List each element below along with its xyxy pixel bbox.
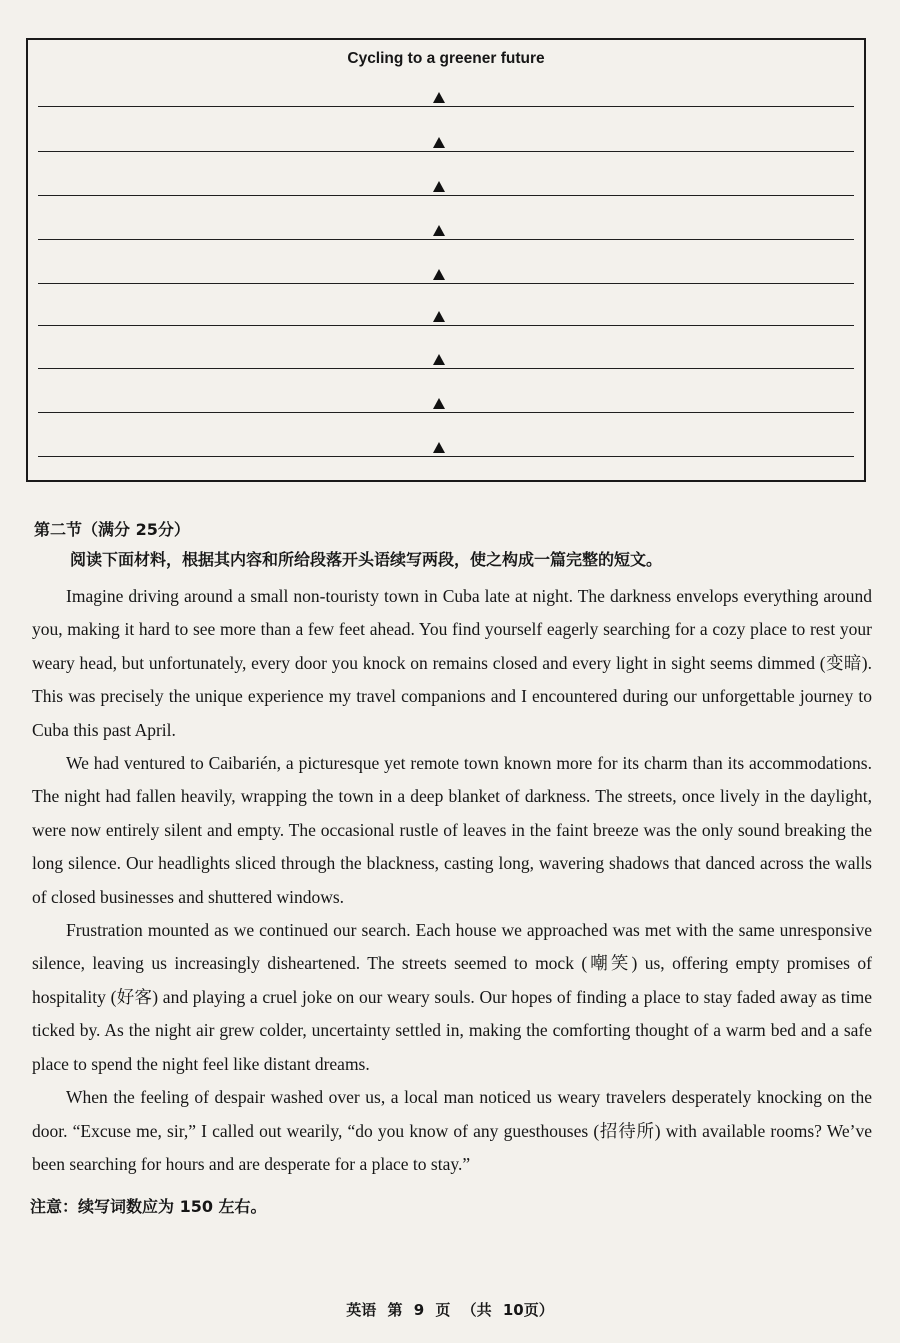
caret-icon (433, 442, 445, 453)
answer-line (38, 283, 854, 284)
answer-line (38, 239, 854, 240)
answer-line (38, 368, 854, 369)
caret-icon (433, 92, 445, 103)
answer-line (38, 456, 854, 457)
section-heading: 第二节（满分 25分） (34, 520, 190, 539)
writing-title: Cycling to a greener future (347, 50, 545, 67)
caret-icon (433, 311, 445, 322)
caret-icon (433, 225, 445, 236)
caret-icon (433, 269, 445, 280)
page-footer: 英语 第 9 页 （共 10页） (346, 1301, 554, 1319)
answer-line (38, 151, 854, 152)
answer-line (38, 325, 854, 326)
section-instruction: 阅读下面材料，根据其内容和所给段落开头语续写两段，使之构成一篇完整的短文。 (70, 550, 663, 569)
word-count-note: 注意：续写词数应为 150 左右。 (30, 1197, 267, 1216)
passage-paragraph-2: We had ventured to Caibarién, a picturesque yet remote town known more for its charm than its accommodations. The night had fallen heavily, wrapping the town in a deep blanket of darkness. The streets, once lively in the daylight, were now entirely silent and empty. The occasional rustle of leaves in the faint breeze was the only sound breaking the long silence. Our headlights sliced through the blackness, casting long, wavering shadows that danced across the walls of closed businesses and shuttered windows. (32, 753, 872, 907)
reading-passage (32, 580, 872, 1181)
answer-line (38, 195, 854, 196)
caret-icon (433, 354, 445, 365)
writing-answer-box (26, 38, 866, 482)
passage-paragraph-1: Imagine driving around a small non-touristy town in Cuba late at night. The darkness envelops everything around you, making it hard to see more than a few feet ahead. You find yourself eagerly searching for a cozy place to rest your weary head, but unfortunately, every door you knock on remains closed and every light in sight seems dimmed (变暗). This was precisely the unique experience my travel companions and I encountered during our unforgettable journey to Cuba this past April. (32, 586, 872, 740)
answer-line (38, 412, 854, 413)
answer-line (38, 106, 854, 107)
passage-paragraph-4: When the feeling of despair washed over us, a local man noticed us weary travelers desperately knocking on the door. “Excuse me, sir,” I called out wearily, “do you know of any guesthouses (招待所) with available rooms? We’ve been searching for hours and are desperate for a place to stay.” (32, 1087, 872, 1174)
caret-icon (433, 398, 445, 409)
passage-paragraph-3: Frustration mounted as we continued our search. Each house we approached was met with the same unresponsive silence, leaving us increasingly disheartened. The streets seemed to mock (嘲笑) us, offering empty promises of hospitality (好客) and playing a cruel joke on our weary souls. Our hopes of finding a place to stay faded away as time ticked by. As the night air grew colder, uncertainty settled in, making the comforting thought of a warm bed and a safe place to spend the night feel like distant dreams. (32, 920, 872, 1074)
caret-icon (433, 137, 445, 148)
caret-icon (433, 181, 445, 192)
